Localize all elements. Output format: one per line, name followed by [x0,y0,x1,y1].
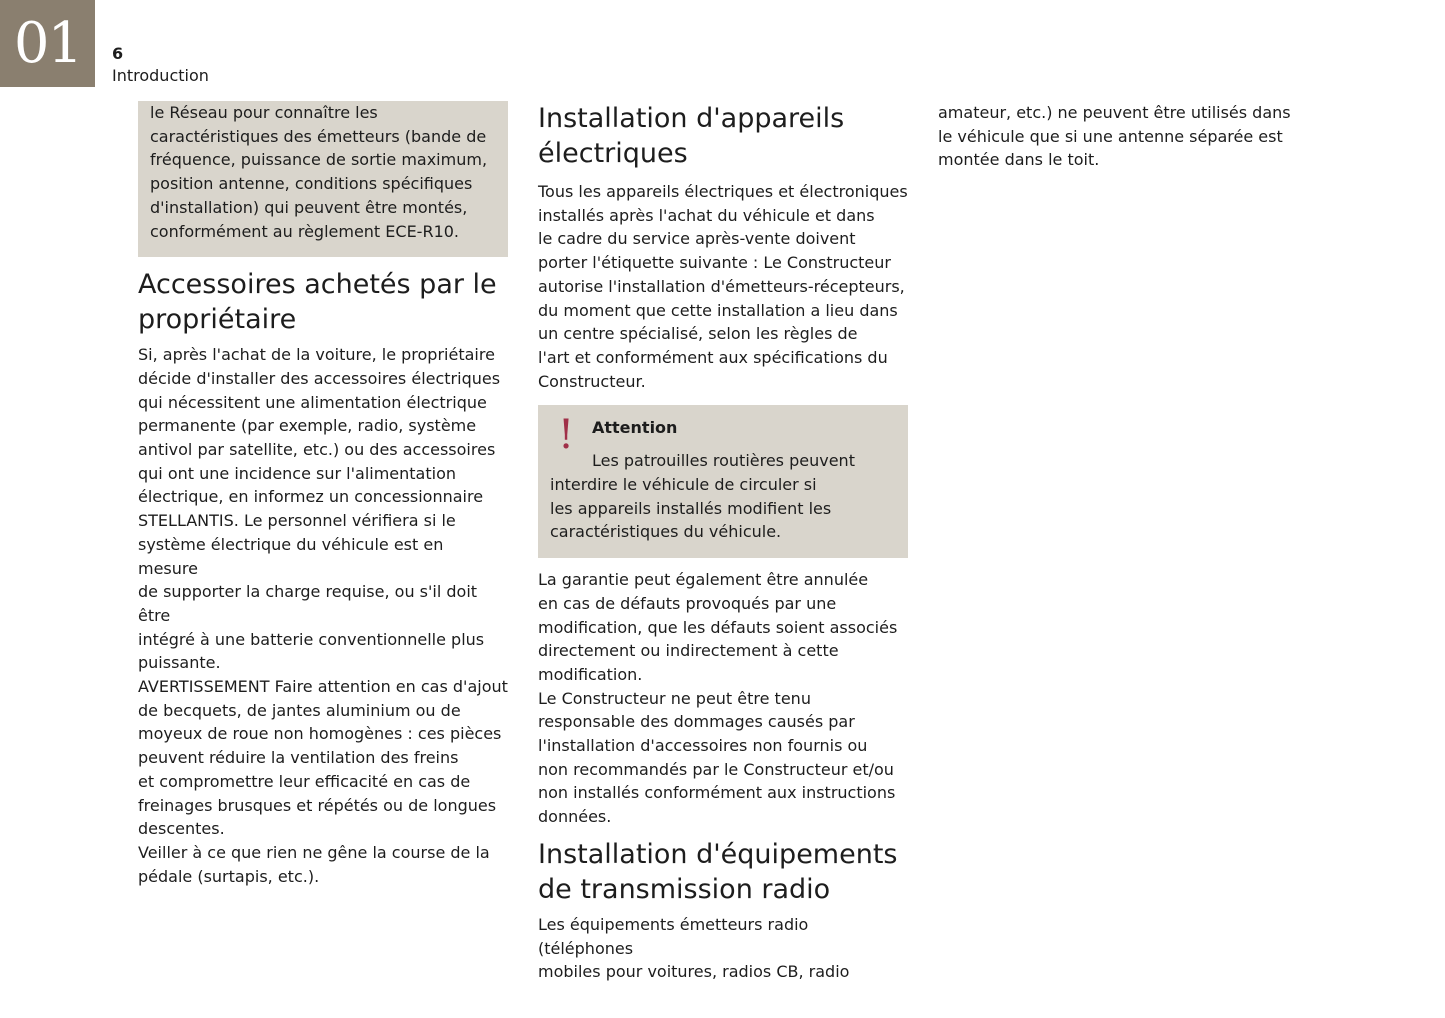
info-box [138,101,508,257]
body-line: descentes. [138,819,225,839]
body-line: Veiller à ce que rien ne gêne la course de la [138,842,490,862]
info-box-line: caractéristiques des émetteurs (bande de [150,126,487,146]
heading-line: Accessoires achetés par le [138,269,497,301]
body-line: La garantie peut également être annulée [538,570,869,590]
chapter-number-tab: 01 [0,0,95,87]
body-line: intégré à une batterie conventionnelle plus [138,629,485,649]
body-line: permanente (par exemple, radio, système [138,416,477,436]
body-line: décide d'installer des accessoires électriques [138,368,501,388]
body-line: de becquets, de jantes aluminium ou de [138,700,461,720]
column-left [138,101,508,888]
heading-electrical-devices [538,101,908,171]
body-line: Constructeur. [538,371,646,391]
heading-accessories [138,267,508,337]
body-line: directement ou indirectement à cette [538,641,839,661]
accessories-body [138,343,508,888]
body-line: qui nécessitent une alimentation électrique [138,392,487,412]
body-line: du moment que cette installation a lieu dans [538,300,898,320]
body-line: STELLANTIS. Le personnel vérifiera si le [138,511,456,531]
heading-radio-equipment [538,837,908,907]
info-box-line: fréquence, puissance de sortie maximum, [150,150,488,170]
body-line: données. [538,807,612,827]
warning-line: les appareils installés modifient les [550,498,832,518]
body-line: non installés conformément aux instructions [538,783,896,803]
info-box-line: d'installation) qui peuvent être montés, [150,197,468,217]
info-box-line: conformément au règlement ECE-R10. [150,221,460,241]
body-line: responsable des dommages causés par [538,712,855,732]
body-line: qui ont une incidence sur l'alimentation [138,463,456,483]
body-line: peuvent réduire la ventilation des freins [138,748,459,768]
body-line: électrique, en informez un concessionnaire [138,487,484,507]
body-line: mobiles pour voitures, radios CB, radio [538,962,850,982]
body-line: antivol par satellite, etc.) ou des accessoires [138,440,496,460]
body-line: montée dans le toit. [938,150,1100,170]
heading-line: de transmission radio [538,873,831,905]
body-line: modification, que les défauts soient associés [538,617,898,637]
body-line: le cadre du service après-vente doivent [538,229,856,249]
body-line: pédale (surtapis, etc.). [138,866,320,886]
section-title: Introduction [112,66,209,85]
warning-title: Attention [592,418,678,438]
body-line: installés après l'achat du véhicule et dans [538,205,875,225]
body-line: modification. [538,664,643,684]
electrical-devices-body [538,180,908,393]
info-box-line: le Réseau pour connaître les [150,103,378,122]
body-line: moyeux de roue non homogènes : ces pièces [138,724,502,744]
body-line: autorise l'installation d'émetteurs-récepteurs, [538,276,905,296]
body-line: puissante. [138,653,221,673]
warning-line: interdire le véhicule de circuler si [550,475,817,495]
body-line: AVERTISSEMENT Faire attention en cas d'ajout [138,677,508,697]
body-line: et compromettre leur efficacité en cas de [138,771,471,791]
heading-line: Installation d'appareils [538,103,845,134]
heading-line: propriétaire [138,304,297,336]
heading-line: Installation d'équipements [538,838,898,870]
body-line: porter l'étiquette suivante : Le Constructeur [538,253,891,273]
warning-line: caractéristiques du véhicule. [550,522,782,542]
body-line: Si, après l'achat de la voiture, le propriétaire [138,345,495,365]
body-line: de supporter la charge requise, ou s'il doit être [138,582,478,625]
body-line: l'art et conformément aux spécifications du [538,347,888,367]
body-line: l'installation d'accessoires non fournis ou [538,736,868,756]
column-middle [538,101,908,984]
radio-equipment-body [538,913,908,984]
body-line: le véhicule que si une antenne séparée est [938,126,1283,146]
page-number: 6 [112,44,124,63]
info-box-line: position antenne, conditions spécifiques [150,174,473,194]
body-line: freinages brusques et répétés ou de longues [138,795,497,815]
heading-line: électriques [538,138,688,169]
warning-line: Les patrouilles routières peuvent [592,451,855,471]
body-line: système électrique du véhicule est en mesure [138,534,444,578]
body-line: Le Constructeur ne peut être tenu [538,688,811,708]
warranty-body [538,568,908,829]
column-right [938,101,1308,172]
body-line: amateur, etc.) ne peuvent être utilisés dans [938,103,1291,122]
exclamation-icon: ! [558,412,575,459]
body-line: Les équipements émetteurs radio (téléphones [538,914,809,958]
warning-box [538,405,908,558]
body-line: un centre spécialisé, selon les règles de [538,324,858,344]
body-line: Tous les appareils électriques et électroniques [538,182,908,201]
body-line: en cas de défauts provoqués par une [538,593,837,613]
body-line: non recommandés par le Constructeur et/ou [538,759,894,779]
